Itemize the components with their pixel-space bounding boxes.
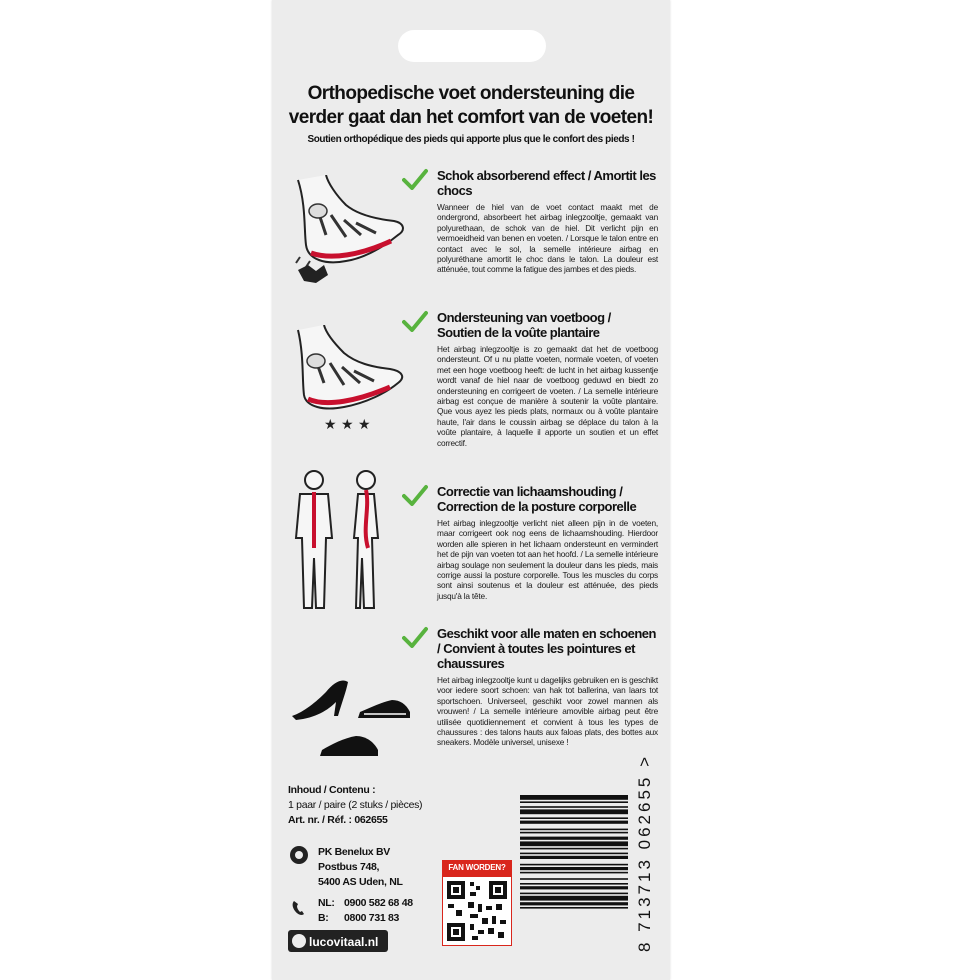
barcode-bar (520, 893, 628, 895)
feature-title: Ondersteuning van voetboog / Soutien de la voûte plantaire (437, 310, 611, 340)
phone-icon (289, 898, 309, 918)
feature-body: Het airbag inlegzooltje kunt u dagelijks gebruiken en is geschikt voor iedere soort schoen: van hak tot ballerina, van laars tot sportschoen. Universeel, geschikt voor zowel mannen als vrouwen! / La semelle intérieure amovible airbag peut être utilisée quotidiennement et convient à tous les types de chaussures : des talons hauts aux faloas plats, des bottes aux sneakers. Modèle universel, unisexe ! (437, 675, 658, 748)
feature-body: Het airbag inlegzooltje is zo gemaakt dat het de voetboog ondersteunt. Of u nu platte voeten, normale voeten, of voeten met een hoge voetboog heeft: de lucht in het airbag kussentje wordt vanaf de hiel naar de voetboog geduwd en biedt zo ondersteuning en corrigeert de voeten. / La semelle intérieure airbag est conçue de manière à soutenir la voûte plantaire. Que vous ayez les pieds plats, normaux ou à voûte plantaire haute, l'air dans le coussin airbag se déplace du talon à la voûte plantaire, à laquelle il apporte un soutien et un effet correctif. (437, 344, 658, 448)
barcode-bar (520, 817, 628, 819)
feature-title: Schok absorberend effect / Amortit les chocs (437, 168, 656, 198)
barcode-bar (520, 829, 628, 831)
lucovitaal-logo (288, 930, 388, 952)
barcode-digits: 8 713713 062655 (635, 774, 654, 952)
feature-shock-absorb (402, 168, 658, 275)
feature-title: Geschikt voor alle maten en schoenen / Convient à toutes les pointures et chaussures (437, 626, 656, 671)
barcode-bar (520, 907, 628, 909)
barcode-bar (520, 896, 628, 901)
posture-body-illustration (286, 468, 406, 618)
barcode-bar (520, 856, 628, 859)
company-address-1: Postbus 748, (318, 861, 380, 873)
contents-article: Art. nr. / Réf. : 062655 (288, 814, 388, 826)
feature-body: Wanneer de hiel van de voet contact maakt met de ondergrond, absorbeert het airbag inlegzooltje, gemaakt van polyurethaan, de schok van de hiel. Dit verlicht pijn en vermoeidheid van benen en voeten. / Lorsque le talon entre en contact avec le sol, la semelle intérieure airbag en polyuréthane amortit le choc dans le talon. La douleur est atténuée, tout comme la fatigue des jambes et des pieds. (437, 202, 658, 275)
barcode-bar (520, 821, 628, 824)
company-address-2: 5400 AS Uden, NL (318, 876, 403, 888)
feature-body: Het airbag inlegzooltje verlicht niet alleen pijn in de voeten, maar corrigeert ook nog eens de lichaamshouding. Hierdoor worden alle spieren in het lichaam ondersteunt en vermindert het de pijn van voeten tot aan het hoofd. / La semelle intérieure airbag soulage non seulement la douleur dans les pieds, mais corrige aussi la posture corporelle. Tous les muscles du corps sont ainsi soutenus et la douleur est atténuée, des pieds jusqu'à la tête. (437, 518, 658, 601)
barcode-bar (520, 806, 628, 808)
feature-all-shoes (402, 626, 658, 748)
headline-line-2: verder gaat dan het comfort van de voeten! (288, 107, 654, 128)
barcode-bar (520, 886, 628, 889)
fan-badge: FAN WORDEN? (442, 860, 512, 876)
barcode-bar (520, 795, 628, 800)
feature-posture (402, 484, 658, 601)
contents-label: Inhoud / Contenu : (288, 784, 376, 796)
barcode-bar (520, 848, 628, 850)
barcode-bar (520, 883, 628, 885)
phone-b-value: 0800 731 83 (344, 912, 400, 924)
hang-hole (398, 30, 546, 62)
company-name: PK Benelux BV (318, 846, 390, 858)
feature-arch-support (402, 310, 658, 448)
barcode-bar (520, 853, 628, 855)
barcode-bar (520, 872, 628, 874)
svg-text:★ ★ ★: ★ ★ ★ (324, 417, 371, 433)
contents-block (288, 783, 478, 828)
barcode-bar (520, 832, 628, 834)
barcode-bar (520, 867, 628, 870)
barcode-number (635, 754, 655, 952)
barcode-bar (520, 801, 628, 803)
qr-code (442, 876, 512, 946)
contents-quantity: 1 paar / paire (2 stuks / pièces) (288, 799, 423, 811)
heel-foot-illustration (286, 175, 411, 290)
headline-title (285, 82, 657, 130)
barcode-bar (520, 902, 628, 905)
barcode-bar (520, 864, 628, 866)
headline-line-1: Orthopedische voet ondersteuning die (307, 83, 635, 104)
shoes-illustration (286, 672, 416, 764)
feature-title: Correctie van lichaamshouding / Correction de la posture corporelle (437, 484, 637, 514)
location-icon (289, 845, 309, 865)
barcode-bar (520, 878, 628, 880)
check-icon (402, 626, 428, 648)
phone-b-key: B: (318, 912, 329, 924)
barcode-bar (520, 841, 628, 846)
arch-foot-illustration (286, 325, 411, 435)
logo-text: lucovitaal.nl (309, 935, 379, 949)
phone-nl-key: NL: (318, 897, 335, 909)
headline-subtitle: Soutien orthopédique des pieds qui apporte plus que le confort des pieds ! (307, 134, 635, 145)
barcode-suffix: > (635, 753, 654, 767)
phone-nl-value: 0900 582 68 48 (344, 897, 413, 909)
barcode-bar (520, 809, 628, 814)
barcode-bar (520, 837, 628, 840)
